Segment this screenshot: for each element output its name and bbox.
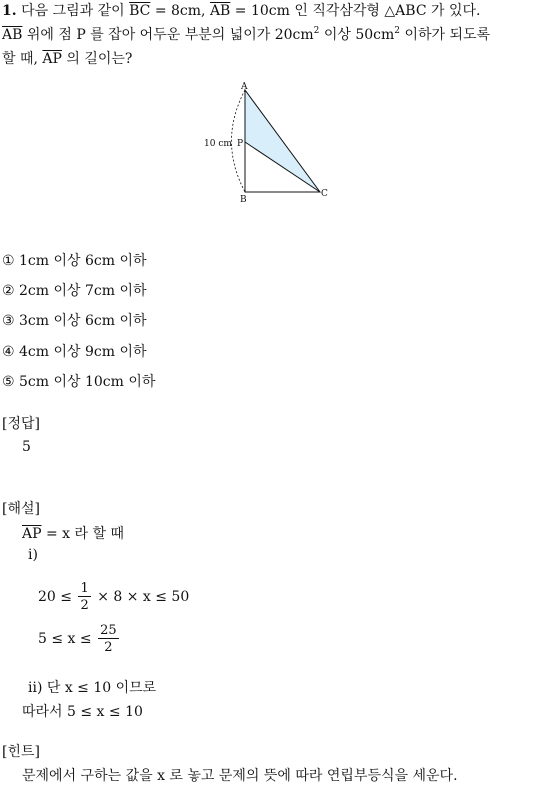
segment-ap: $\overline{AP}$ [42,51,62,67]
hint-header: [힌트] [2,744,40,760]
option-1[interactable] [2,250,147,270]
option-1-marker: ① [2,253,15,269]
option-5[interactable] [2,371,155,391]
explanation-intro [22,523,124,543]
vertex-c-label: C [321,189,328,199]
question-text-3a: 할 때, [2,51,38,67]
fraction-one-half [78,582,90,612]
inequality-2-left: 5 ≤ x ≤ [38,631,92,647]
step-1-marker: ⅰ) [28,547,38,563]
question-text-2a: 위에 점 P 를 잡아 어두운 부분의 넓이가 20cm [26,27,314,43]
inequality-2 [38,624,121,654]
inequality-1-left: 20 ≤ [38,589,72,605]
option-5-marker: ⑤ [2,374,15,390]
answer-header: [정답] [2,416,40,432]
question-text-intro: 다음 그림과 같이 [21,3,125,19]
option-3-marker: ③ [2,313,15,329]
triangle-figure [200,80,340,210]
point-p-label: P [237,139,244,149]
superscript-2a: 2 [313,26,320,36]
option-3-text: 3cm 이상 6cm 이하 [19,313,147,329]
fraction-25-over-2 [98,624,119,654]
inequality-1 [38,582,189,612]
option-4-text: 4cm 이상 9cm 이하 [19,344,147,360]
option-3[interactable] [2,310,147,330]
explanation-conclusion: 따라서 5 ≤ x ≤ 10 [22,704,143,720]
step-2: ⅱ) 단 x ≤ 10 이므로 [28,680,157,696]
option-4[interactable] [2,341,147,361]
fraction-2-numerator: 25 [100,623,117,638]
option-2-text: 2cm 이상 7cm 이하 [19,283,147,299]
question-line-2 [2,24,490,44]
segment-bc: $\overline{BC}$ [129,3,151,19]
ab-length: = 10cm 인 직각삼각형 △ABC 가 있다. [234,3,481,19]
question-line-1 [2,0,480,20]
option-4-marker: ④ [2,344,15,360]
segment-ab: $\overline{AB}$ [209,3,231,19]
explanation-intro-rest: = x 라 할 때 [45,526,124,542]
superscript-2b: 2 [394,26,401,36]
option-5-text: 5cm 이상 10cm 이하 [19,374,156,390]
segment-ap-explanation: $\overline{AP}$ [22,526,42,542]
vertex-b-label: B [240,195,247,205]
fraction-1-numerator: 1 [80,581,89,596]
question-text-2b: 이상 50cm [323,27,395,43]
fraction-2-denominator: 2 [104,640,113,655]
option-2[interactable] [2,280,147,300]
question-text-2c: 이하가 되도록 [404,27,491,43]
vertex-a-label: A [241,82,248,92]
answer-value: 5 [22,439,31,455]
bc-length: = 8cm, [154,3,206,19]
fraction-1-denominator: 2 [80,598,89,613]
inequality-1-right: × 8 × x ≤ 50 [97,589,190,605]
hint-text: 문제에서 구하는 값을 x 로 놓고 문제의 뜻에 따라 연립부등식을 세운다. [22,768,458,784]
question-line-3 [2,48,132,68]
option-1-text: 1cm 이상 6cm 이하 [19,253,147,269]
segment-ab-line2: $\overline{AB}$ [2,27,23,43]
explanation-header: [해설] [2,501,40,517]
length-label: 10 cm [204,139,232,149]
question-text-3b: 의 길이는? [66,51,133,67]
question-number: 1. [2,3,17,19]
option-2-marker: ② [2,283,15,299]
